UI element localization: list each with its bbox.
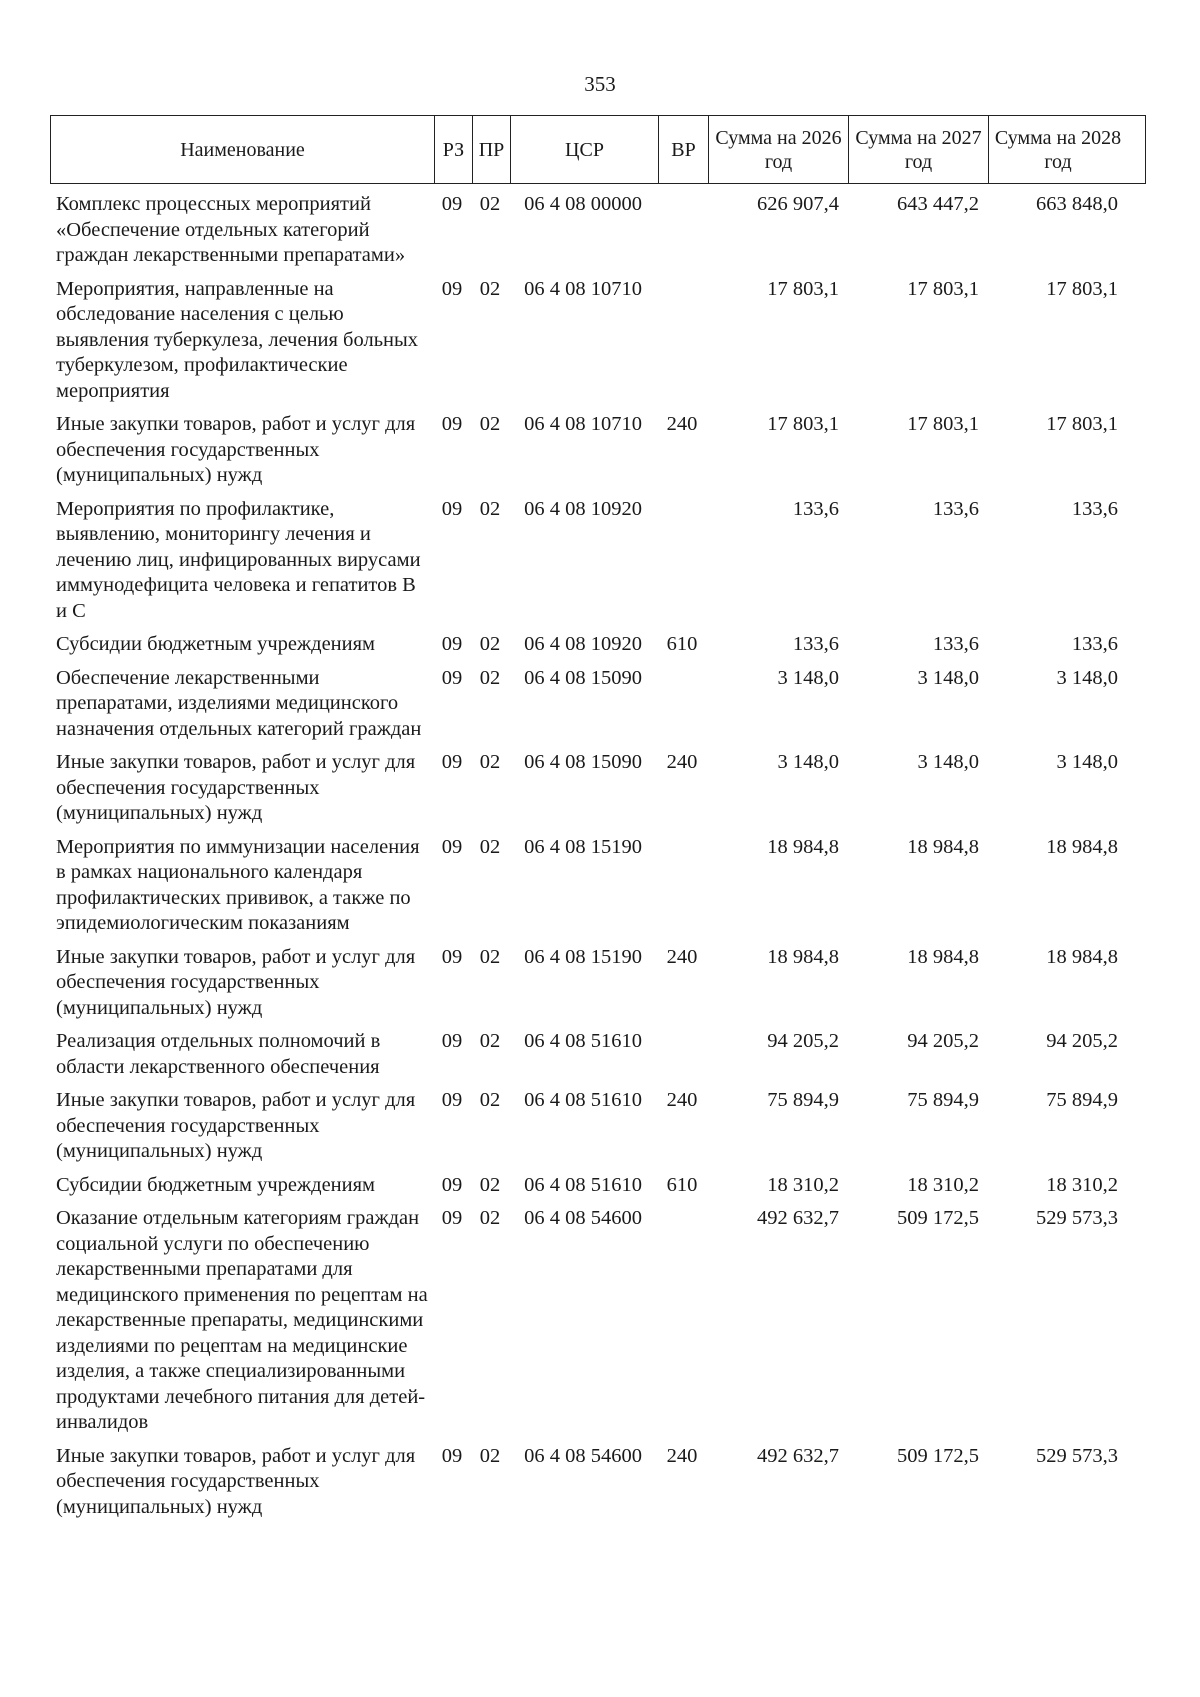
cell-sum-2027: 94 205,2	[907, 1030, 979, 1052]
cell-csr: 06 4 08 15090	[524, 666, 642, 689]
table-row	[50, 666, 1146, 743]
table-row	[50, 835, 1146, 937]
cell-pr: 02	[479, 413, 501, 435]
cell-sum-2028: 529 573,3	[1036, 1207, 1118, 1229]
cell-rz: 09	[441, 945, 463, 968]
cell-sum-2026: 626 907,4	[757, 193, 839, 215]
cell-vr: 240	[666, 751, 698, 773]
table-row	[50, 1444, 1146, 1521]
cell-name: Обеспечение лекарственными препаратами, изделиями медицинского назначения отдельных категорий граждан	[56, 666, 422, 740]
cell-pr: 02	[479, 1444, 501, 1467]
cell-pr: 02	[479, 1089, 501, 1111]
table-row	[50, 277, 1146, 405]
table-header	[50, 115, 1146, 184]
cell-pr: 02	[479, 633, 501, 655]
cell-csr: 06 4 08 10920	[524, 633, 642, 655]
table-row	[50, 750, 1146, 827]
cell-sum-2027: 17 803,1	[907, 413, 979, 435]
cell-sum-2028: 3 148,0	[1056, 751, 1118, 773]
table-row	[50, 1088, 1146, 1165]
cell-sum-2027: 509 172,5	[897, 1207, 979, 1229]
cell-sum-2026: 3 148,0	[777, 666, 839, 689]
cell-vr: 240	[666, 945, 698, 968]
cell-vr: 240	[666, 1089, 698, 1111]
table-row	[50, 632, 1146, 658]
cell-sum-2027: 18 984,8	[907, 835, 979, 858]
cell-sum-2027: 3 148,0	[917, 751, 979, 773]
cell-sum-2028: 75 894,9	[1046, 1089, 1118, 1111]
cell-sum-2026: 492 632,7	[757, 1207, 839, 1229]
cell-csr: 06 4 08 15190	[524, 945, 642, 968]
cell-rz: 09	[441, 751, 463, 773]
cell-rz: 09	[441, 413, 463, 435]
cell-vr	[657, 666, 707, 743]
cell-sum-2026: 3 148,0	[777, 751, 839, 773]
cell-csr: 06 4 08 15190	[524, 835, 642, 858]
cell-csr: 06 4 08 51610	[524, 1030, 642, 1052]
cell-sum-2027: 75 894,9	[907, 1089, 979, 1111]
cell-name: Субсидии бюджетным учреждениям	[56, 633, 376, 655]
cell-vr	[657, 497, 707, 625]
cell-sum-2026: 75 894,9	[767, 1089, 839, 1111]
cell-sum-2027: 133,6	[932, 497, 979, 520]
cell-name: Реализация отдельных полномочий в области лекарственного обеспечения	[56, 1030, 381, 1078]
table-row	[50, 497, 1146, 625]
table-row	[50, 1206, 1146, 1436]
cell-vr	[657, 835, 707, 937]
cell-csr: 06 4 08 51610	[524, 1089, 642, 1111]
cell-pr: 02	[479, 1173, 501, 1196]
cell-csr: 06 4 08 10710	[524, 277, 642, 300]
cell-name: Мероприятия, направленные на обследование населения с целью выявления туберкулеза, лечения больных туберкулезом, профилактические мероприятия	[56, 277, 419, 402]
cell-vr	[657, 1029, 707, 1080]
table-row	[50, 412, 1146, 489]
cell-csr: 06 4 08 10920	[524, 497, 642, 520]
cell-name: Иные закупки товаров, работ и услуг для обеспечения государственных (муниципальных) нужд	[56, 1089, 416, 1162]
cell-vr: 610	[666, 633, 698, 655]
cell-sum-2027: 17 803,1	[907, 277, 979, 300]
cell-sum-2026: 18 984,8	[767, 835, 839, 858]
cell-vr	[657, 192, 707, 269]
cell-sum-2026: 18 984,8	[767, 945, 839, 968]
cell-rz: 09	[441, 193, 463, 215]
cell-sum-2026: 94 205,2	[767, 1030, 839, 1052]
table-body	[50, 192, 1146, 1520]
header-name: Наименование	[180, 138, 305, 161]
cell-rz: 09	[441, 835, 463, 858]
cell-csr: 06 4 08 51610	[524, 1173, 642, 1196]
cell-rz: 09	[441, 1030, 463, 1052]
cell-sum-2026: 17 803,1	[767, 277, 839, 300]
cell-sum-2028: 94 205,2	[1046, 1030, 1118, 1052]
cell-name: Иные закупки товаров, работ и услуг для обеспечения государственных (муниципальных) нужд	[56, 1444, 416, 1518]
cell-sum-2028: 17 803,1	[1046, 277, 1118, 300]
cell-pr: 02	[479, 835, 501, 858]
cell-csr: 06 4 08 54600	[524, 1207, 642, 1229]
cell-sum-2028: 18 984,8	[1046, 945, 1118, 968]
cell-vr: 240	[666, 413, 698, 435]
cell-vr: 240	[666, 1444, 698, 1467]
table-row	[50, 1173, 1146, 1199]
cell-sum-2027: 643 447,2	[897, 193, 979, 215]
header-sum-2027: Сумма на 2027 год	[848, 116, 988, 183]
cell-sum-2027: 509 172,5	[897, 1444, 979, 1467]
cell-vr	[657, 1206, 707, 1436]
cell-sum-2028: 3 148,0	[1056, 666, 1118, 689]
cell-sum-2028: 18 310,2	[1046, 1173, 1118, 1196]
page-number: 353	[584, 72, 616, 96]
cell-name: Мероприятия по профилактике, выявлению, мониторингу лечения и лечению лиц, инфицированных вирусами иммунодефицита человека и гепатитов В и С	[56, 497, 421, 622]
cell-pr: 02	[479, 193, 501, 215]
cell-sum-2027: 18 310,2	[907, 1173, 979, 1196]
cell-pr: 02	[479, 751, 501, 773]
cell-vr: 610	[666, 1173, 698, 1196]
cell-vr	[657, 277, 707, 405]
cell-pr: 02	[479, 277, 501, 300]
header-vr: ВР	[658, 116, 708, 183]
cell-sum-2027: 3 148,0	[917, 666, 979, 689]
cell-rz: 09	[441, 1089, 463, 1111]
cell-name: Иные закупки товаров, работ и услуг для обеспечения государственных (муниципальных) нужд	[56, 945, 416, 1019]
budget-table	[50, 115, 1146, 1520]
cell-pr: 02	[479, 945, 501, 968]
cell-name: Комплекс процессных мероприятий «Обеспечение отдельных категорий граждан лекарственными препаратами»	[56, 193, 406, 266]
cell-rz: 09	[441, 277, 463, 300]
header-csr: ЦСР	[510, 116, 658, 183]
cell-pr: 02	[479, 497, 501, 520]
cell-rz: 09	[441, 666, 463, 689]
cell-sum-2026: 492 632,7	[757, 1444, 839, 1467]
header-pr: ПР	[472, 116, 510, 183]
header-sum-2026: Сумма на 2026 год	[708, 116, 848, 183]
cell-csr: 06 4 08 54600	[524, 1444, 642, 1467]
cell-sum-2026: 18 310,2	[767, 1173, 839, 1196]
cell-name: Мероприятия по иммунизации населения в рамках национального календаря профилактических прививок, а также по эпидемиологическим показаниям	[56, 835, 420, 934]
table-row	[50, 1029, 1146, 1080]
cell-rz: 09	[441, 1207, 463, 1229]
cell-sum-2028: 133,6	[1071, 633, 1118, 655]
cell-sum-2027: 133,6	[932, 633, 979, 655]
cell-rz: 09	[441, 633, 463, 655]
cell-sum-2026: 133,6	[792, 633, 839, 655]
cell-pr: 02	[479, 1207, 501, 1229]
header-rz: РЗ	[434, 116, 472, 183]
cell-name: Иные закупки товаров, работ и услуг для обеспечения государственных (муниципальных) нужд	[56, 413, 416, 486]
cell-rz: 09	[441, 1444, 463, 1467]
cell-sum-2026: 17 803,1	[767, 413, 839, 435]
cell-csr: 06 4 08 00000	[524, 193, 642, 215]
cell-rz: 09	[441, 1173, 463, 1196]
cell-sum-2028: 18 984,8	[1046, 835, 1118, 858]
cell-pr: 02	[479, 1030, 501, 1052]
cell-name: Субсидии бюджетным учреждениям	[56, 1173, 376, 1196]
header-sum-2028: Сумма на 2028 год	[988, 116, 1127, 183]
cell-pr: 02	[479, 666, 501, 689]
cell-sum-2027: 18 984,8	[907, 945, 979, 968]
cell-rz: 09	[441, 497, 463, 520]
cell-sum-2028: 133,6	[1071, 497, 1118, 520]
cell-sum-2028: 663 848,0	[1036, 193, 1118, 215]
cell-sum-2028: 17 803,1	[1046, 413, 1118, 435]
table-row	[50, 192, 1146, 269]
table-row	[50, 945, 1146, 1022]
cell-sum-2028: 529 573,3	[1036, 1444, 1118, 1467]
cell-name: Оказание отдельным категориям граждан социальной услуги по обеспечению лекарственными препаратами для медицинского применения по рецептам на лекарственные препараты, медицинскими изделиями по рецептам на медицинские изделия, а также специализированными продуктами лечебного питания для детей-инвалидов	[56, 1207, 428, 1433]
cell-name: Иные закупки товаров, работ и услуг для обеспечения государственных (муниципальных) нужд	[56, 751, 416, 824]
cell-csr: 06 4 08 10710	[524, 413, 642, 435]
cell-sum-2026: 133,6	[792, 497, 839, 520]
cell-csr: 06 4 08 15090	[524, 751, 642, 773]
